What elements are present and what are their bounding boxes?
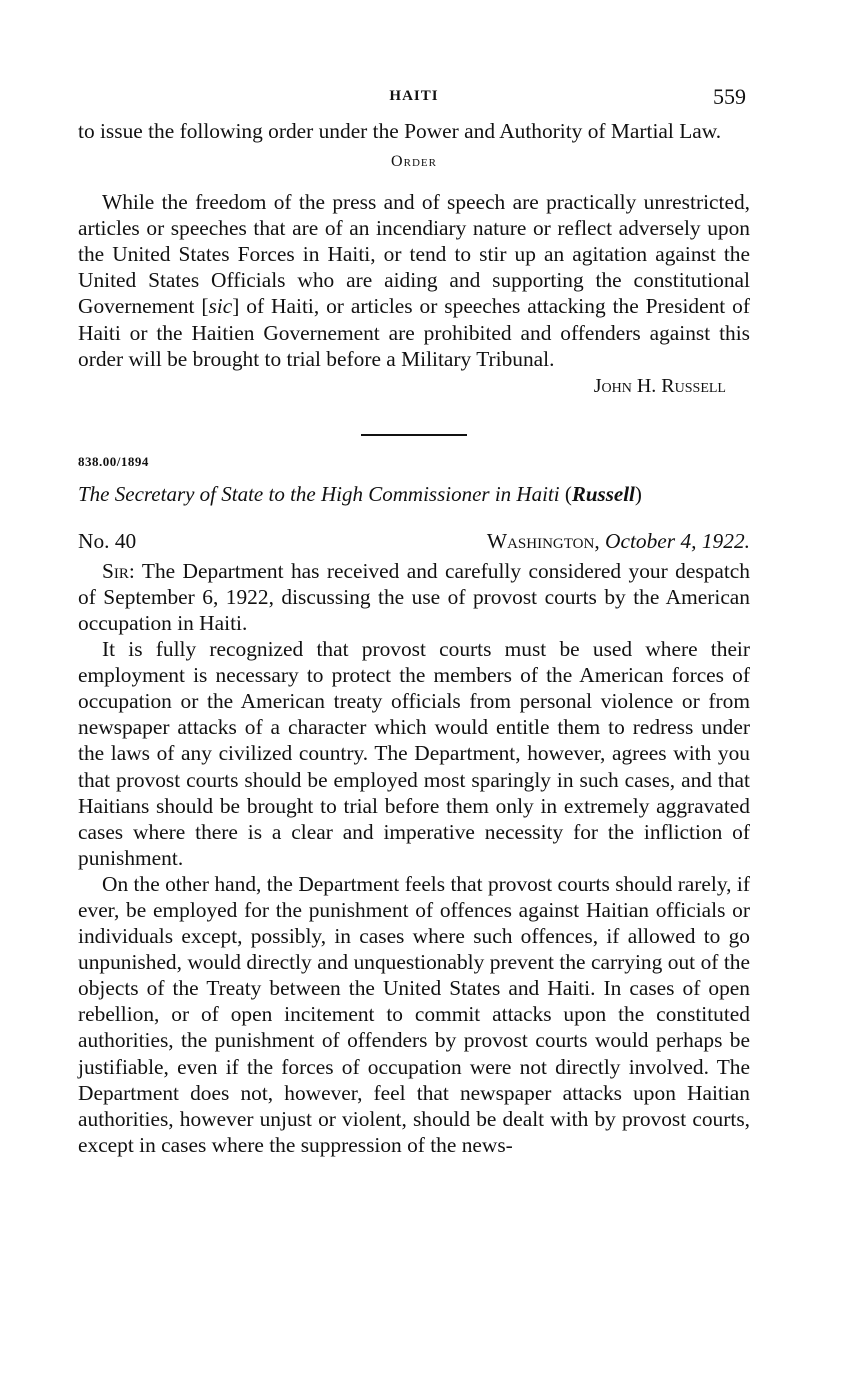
- order-body-part-1: While the freedom of the press and of speech are practically unrestricted, articles or speeches that are of an incendiary nature or reflect adversely upon the United States Forces in Haiti, or tend to stir up an agitation against the United States Officials who are aiding and supporting the constitutional Governement [: [78, 190, 750, 319]
- section-divider: [361, 434, 467, 436]
- title-paren-close: ): [634, 481, 642, 506]
- title-recipient-name: Russell: [571, 481, 635, 506]
- document-title: [78, 482, 750, 507]
- letter-paragraph-3: On the other hand, the Department feels that provost courts should rarely, if ever, be employed for the punishment of offences against Haitian officials or individuals except, possibly, in cases where such offences, if allowed to go unpunished, would directly and unquestionably prevent the carrying out of the objects of the Treaty between the United States and Haiti. In cases of open rebellion, or of open incitement to commit attacks upon the constituted authorities, the punishment of offenders by provost courts would perhaps be justifiable, even if the forces of occupation were not directly involved. The Department does not, however, feel that newspaper attacks upon Haitian authorities, however unjust or violent, should be dealt with by provost courts, except in cases where the suppression of the news-: [78, 871, 750, 1157]
- file-number: 838.00/1894: [78, 453, 149, 469]
- letter-paragraph-1: [78, 558, 750, 636]
- document-title-text: The Secretary of State to the High Commissioner in Haiti: [78, 481, 560, 506]
- dateline-date: October 4, 1922.: [605, 528, 750, 553]
- despatch-number: No. 40: [78, 528, 137, 553]
- preamble-text: to issue the following order under the Power and Authority of Martial Law.: [78, 119, 722, 143]
- letter-paragraph-2: It is fully recognized that provost courts must be used where their employment is necessary to protect the members of the American forces of occupation or the American treaty officials from personal violence or from newspaper attacks of a character which would entitle them to redress under the laws of any civilized country. The Department, however, agrees with you that provost courts should be employed most sparingly in such cases, and that Haitians should be brought to trial before them only in extremely aggravated cases where there is a clear and imperative necessity for the infliction of punishment.: [78, 637, 750, 870]
- sic-annotation: sic: [208, 294, 233, 319]
- page-number: 559: [713, 84, 746, 109]
- dateline-place: Washington,: [486, 528, 600, 553]
- page-header: [78, 84, 750, 118]
- place-and-date: [487, 529, 750, 554]
- running-head: HAITI: [389, 88, 439, 104]
- salutation: Sir:: [102, 558, 135, 583]
- dateline: [78, 529, 750, 554]
- paragraph-1-text: The Department has received and carefully considered your despatch of September 6, 1922, discussing the use of provost courts by the American occupation in Haiti.: [78, 558, 750, 635]
- order-body-part-2: ] of Haiti, or articles or speeches attacking the President of Haiti or the Haitien Governement are prohibited and offenders against this order will be brought to trial before a Military Tribunal.: [78, 294, 750, 371]
- document-page: [78, 84, 750, 1158]
- order-heading: Order: [391, 153, 437, 171]
- title-paren-open: (: [559, 481, 572, 506]
- order-signature: John H. Russell: [593, 374, 726, 397]
- order-body: [78, 189, 750, 372]
